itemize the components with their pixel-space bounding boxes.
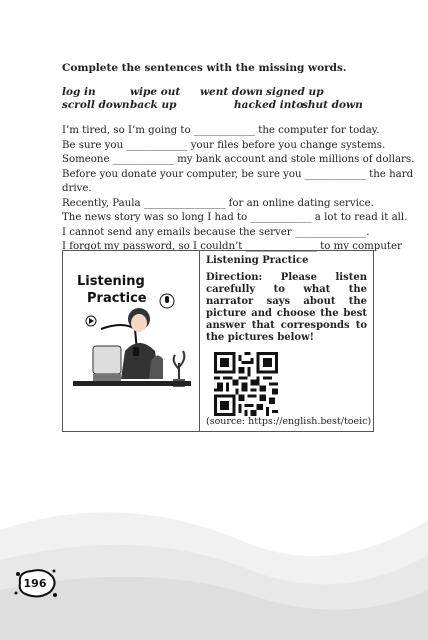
sentence: I forgot my password, so I couldn’t ______________ to my computer <box>62 241 402 252</box>
listening-instructions <box>200 251 373 431</box>
word-bank-item: hacked into <box>234 99 304 111</box>
sentence: Recently, Paula ________________ for an online dating service. <box>62 197 374 209</box>
qr-code-icon[interactable] <box>214 352 278 416</box>
illustration-title-line1: Listening <box>77 274 145 289</box>
word-bank-item: back up <box>130 99 177 111</box>
sentence: I cannot send any emails because the server ______________. <box>62 226 370 238</box>
sentence: Be sure you ____________ your files before you change systems. <box>62 139 386 151</box>
sentence: The news story was so long I had to ____________ a lot to read it all. <box>62 212 408 223</box>
sentence: drive. <box>62 183 92 194</box>
word-bank-item: went down <box>200 86 263 98</box>
word-bank-item: log in <box>62 86 96 98</box>
podcast-illustration-icon <box>63 251 199 431</box>
page-number: 196 <box>23 576 47 590</box>
sentence: Someone ____________ my bank account and stole millions of dollars. <box>62 154 415 165</box>
listening-card <box>62 250 374 432</box>
instruction: Complete the sentences with the missing words. <box>62 62 347 74</box>
listening-title: Listening Practice <box>206 255 309 266</box>
word-bank-item: signed up <box>266 86 324 98</box>
word-bank-item: wipe out <box>130 86 181 98</box>
illustration-title-line2: Practice <box>87 291 147 306</box>
word-bank-item: shut down <box>302 99 363 111</box>
word-bank-item: scroll down <box>62 99 130 111</box>
sentence: Before you donate your computer, be sure you ____________ the hard <box>62 168 414 180</box>
source-link[interactable]: (source: https://english.best/toeic) <box>206 416 372 427</box>
footer-wave-decoration <box>0 470 428 640</box>
sentence: I’m tired, so I’m going to ____________ the computer for today. <box>62 125 380 136</box>
sentence-list <box>62 124 415 255</box>
listening-direction: Direction: Please listen carefully to what the narrator says about the picture and choose the best answer that corresponds to the pictures below! <box>206 272 367 343</box>
listening-illustration <box>63 251 200 431</box>
